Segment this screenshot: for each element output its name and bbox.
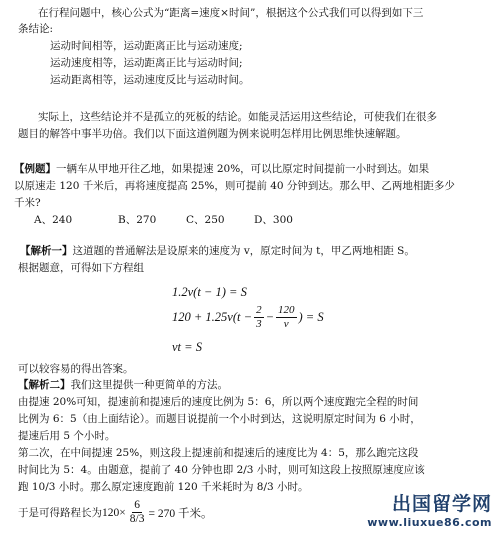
sol2-line-2: 由提速 20%可知，提速前和提速后的速度比例为 5：6，所以两个速度跑完全程的时间 (18, 396, 419, 408)
option-d: D、300 (254, 214, 293, 226)
frac-den: v (283, 318, 289, 330)
equation-3: vt = S (172, 340, 202, 354)
frac-num: 120 (278, 304, 295, 316)
frac-num: 2 (256, 304, 262, 316)
sol2-line-3: 比例为 6：5（由上面结论）。而题目说提前一个小时到达，这说明原定时间为 6 小时， (18, 413, 421, 425)
watermark (367, 489, 492, 529)
intro-line-1: 在行程问题中，核心公式为“距离=速度×时间”，根据这个公式我们可以得到如下三 (38, 7, 424, 19)
eq2-minus: − (265, 310, 274, 324)
fraction-2-over-3 (254, 305, 264, 330)
example-line-3: 千米? (14, 197, 41, 209)
sol1-line-1 (20, 244, 415, 258)
para2-line-1: 实际上，这些结论并不是孤立的死板的结论。如能灵活运用这些结论，可使我们在很多 (38, 111, 437, 123)
sol1-conclusion: 可以较容易的得出答案。 (18, 363, 134, 375)
frac-num: 6 (134, 499, 140, 511)
option-b: B、270 (118, 214, 157, 226)
example-line-1 (14, 162, 429, 176)
frac-den: 8/3 (129, 513, 145, 525)
option-c: C、250 (186, 214, 225, 226)
conclusion-3: 运动距离相等，运动速度反比与运动时间。 (50, 74, 250, 86)
final-answer (18, 500, 212, 525)
example-text-1: 一辆车从甲地开往乙地，如果提速 20%，可以比原定时间提前一小时到达。如果 (56, 163, 430, 175)
fraction-120-over-v (276, 305, 297, 330)
final-result: = 270 千米。 (148, 507, 213, 520)
final-120: 120× (102, 506, 126, 519)
sol1-text-1: 这道题的普通解法是设原来的速度为 v，原定时间为 t，甲乙两地相距 S。 (72, 245, 415, 257)
sol1-line-2: 根据题意，可得如下方程组 (18, 262, 144, 274)
watermark-site-name: 出国留学网 (391, 493, 492, 515)
conclusion-2: 运动速度相等，运动距离正比与运动时间; (50, 57, 243, 69)
sol2-text-1: 我们这里提供一种更简单的方法。 (70, 379, 228, 391)
equation-1: 1.2v(t − 1) = S (172, 285, 247, 299)
example-tag: 【例题】 (14, 163, 56, 175)
para2-line-2: 题目的解答中事半功倍。我们以下面这道例题为例来说明怎样用比例思维快速解题。 (18, 128, 407, 140)
frac-den: 3 (256, 318, 262, 330)
watermark-url: www.liuxue86.com (367, 516, 492, 529)
intro-line-2: 条结论: (18, 23, 54, 35)
sol2-line-6: 时间比为 5：4。由题意，提前了 40 分钟也即 2/3 小时，则可知这段上按照原速度应该 (18, 464, 425, 476)
option-a: A、240 (34, 214, 73, 226)
sol2-tag: 【解析二】 (18, 379, 71, 391)
eq2-pre: 120 + 1.25v(t − (172, 310, 253, 324)
fraction-6-over-8-3 (128, 500, 147, 525)
sol2-line-1 (18, 378, 228, 392)
eq2-post: ) = S (298, 310, 324, 324)
sol2-line-7: 跑 10/3 小时。那么原定速度跑前 120 千米耗时为 8/3 小时。 (18, 481, 309, 493)
conclusion-1: 运动时间相等，运动距离正比与运动速度; (50, 40, 243, 52)
example-line-2: 以原速走 120 千米后，再将速度提高 25%，则可提前 40 分钟到达。那么甲、乙两地相距多少 (14, 180, 455, 192)
sol1-tag: 【解析一】 (20, 245, 73, 257)
sol2-line-4: 提速后用 5 个小时。 (18, 430, 116, 442)
final-prefix: 于是可得路程长为 (18, 507, 102, 519)
equation-2 (172, 305, 324, 330)
sol2-line-5: 第二次，在中间提速 25%，则这段上提速前和提速后的速度比为 4：5，那么跑完这段 (18, 447, 419, 459)
